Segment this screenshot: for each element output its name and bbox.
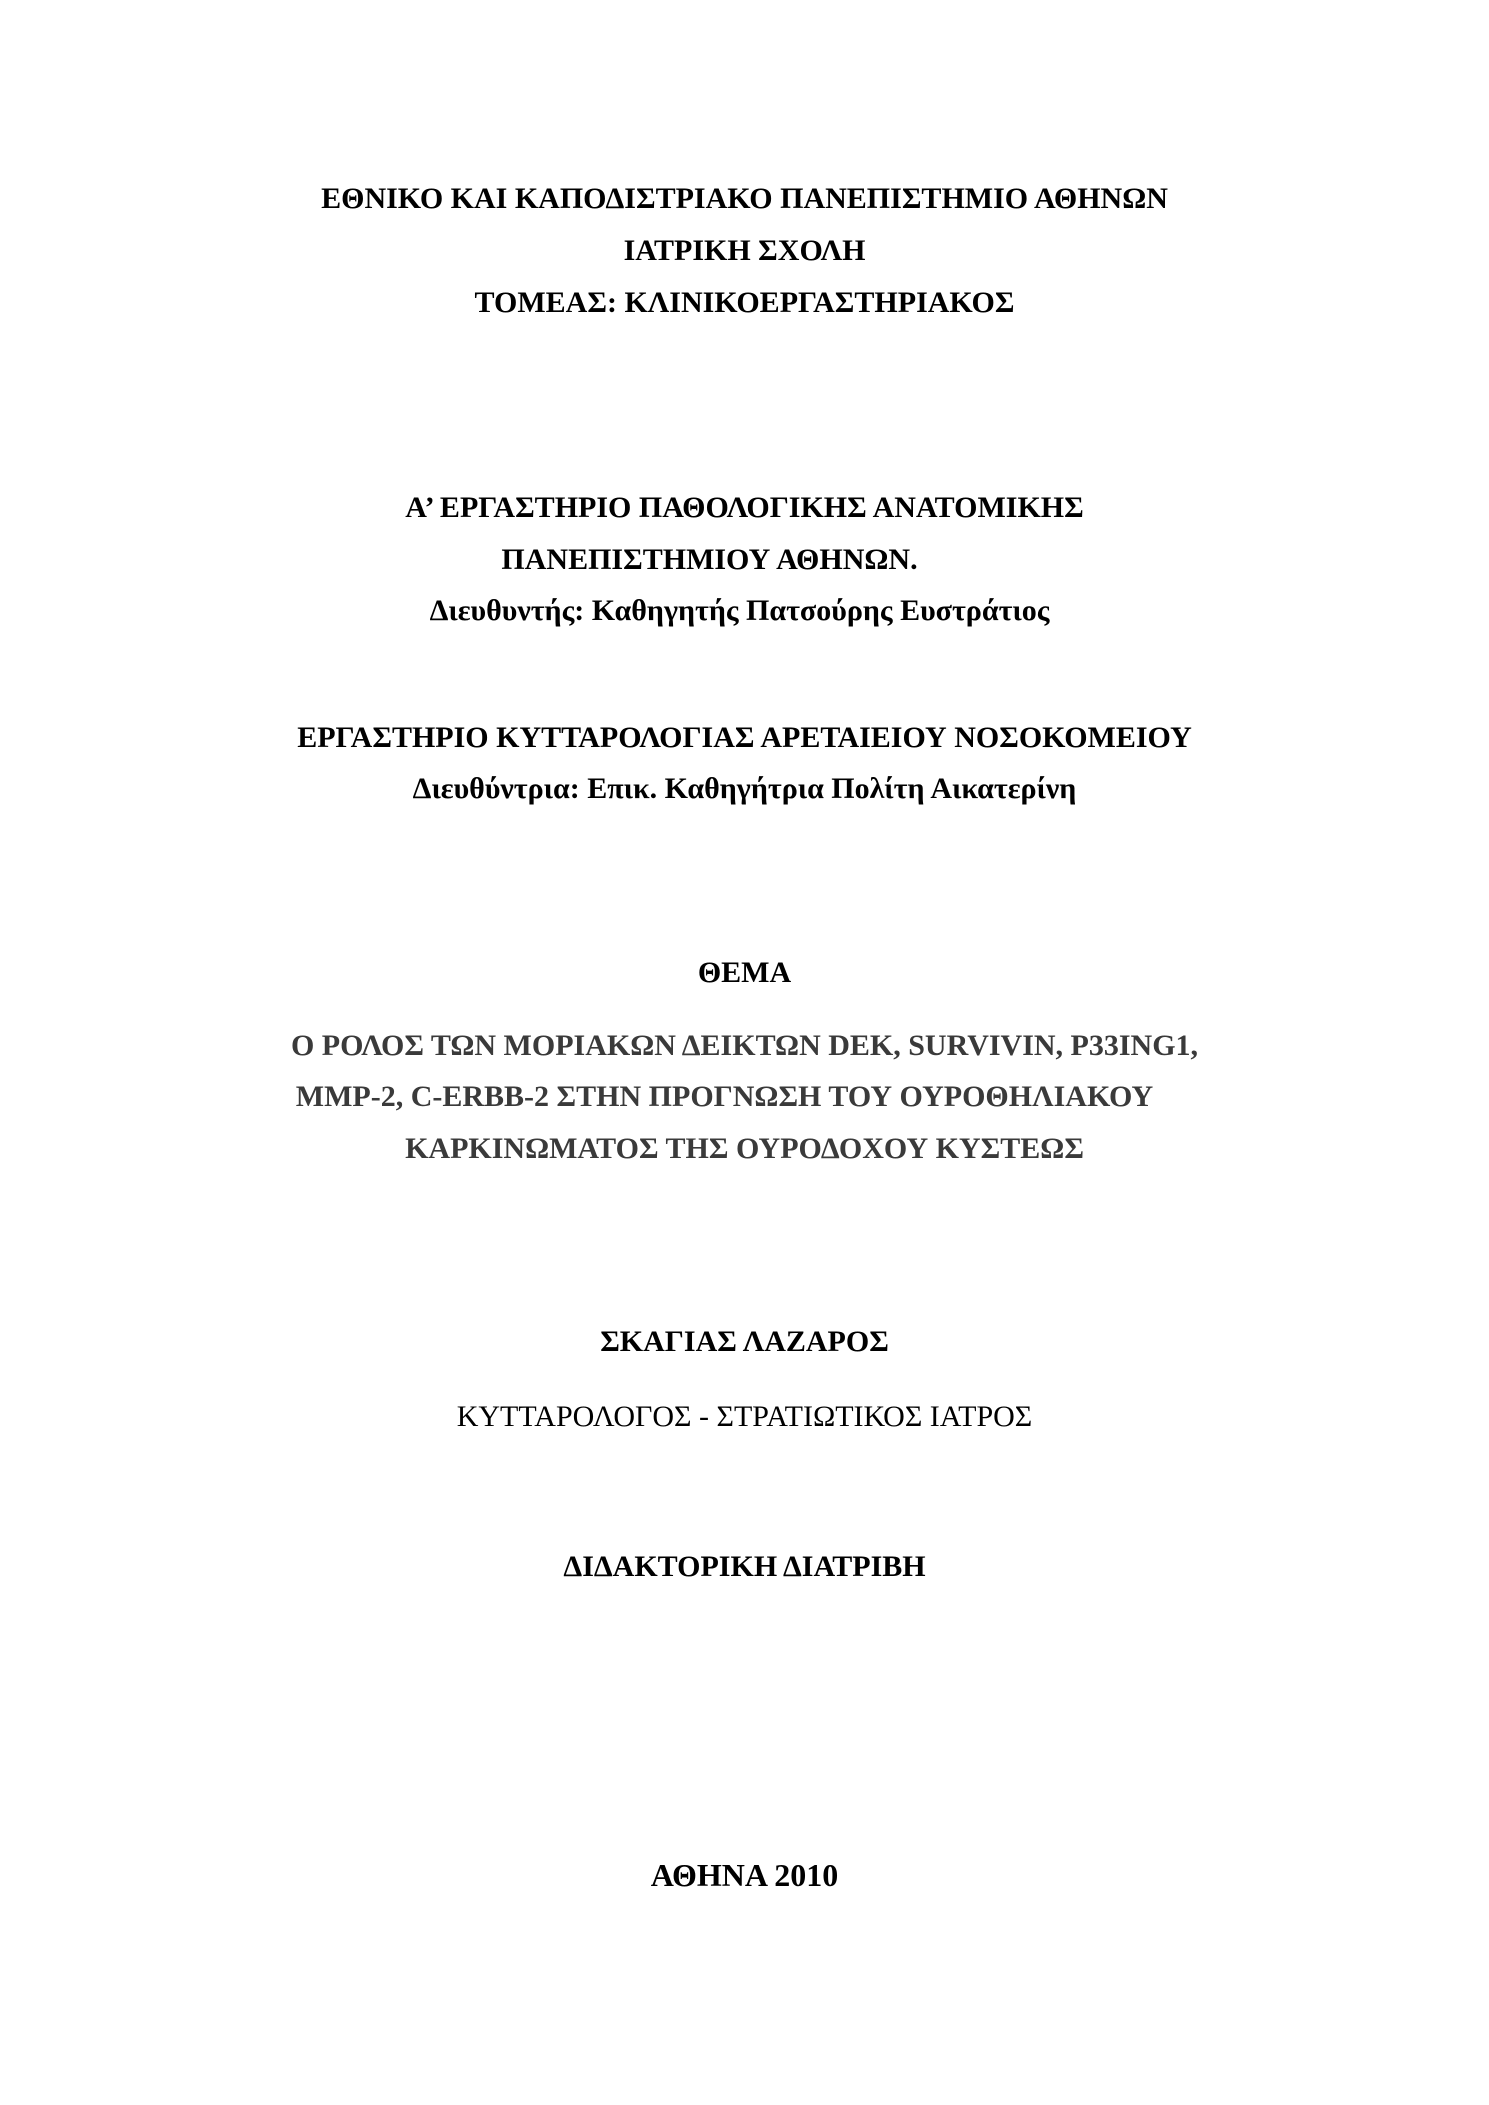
document-type: ΔΙΔΑΚΤΟΡΙΚΗ ΔΙΑΤΡΙΒΗ: [563, 1550, 926, 1583]
topic-title-line-2: MMP-2, C-ERBB-2 ΣΤΗΝ ΠΡΟΓΝΩΣΗ ΤΟΥ ΟΥΡΟΘΗΛΙΑΚΟΥ: [295, 1080, 1154, 1113]
university-name: ΕΘΝΙΚΟ ΚΑΙ ΚΑΠΟΔΙΣΤΡΙΑΚΟ ΠΑΝΕΠΙΣΤΗΜΙΟ ΑΘΗΝΩΝ: [321, 182, 1168, 215]
author-title: ΚΥΤΤΑΡΟΛΟΓΟΣ - ΣΤΡΑΤΙΩΤΙΚΟΣ ΙΑΤΡΟΣ: [456, 1400, 1033, 1433]
department-name: ΤΟΜΕΑΣ: ΚΛΙΝΙΚΟΕΡΓΑΣΤΗΡΙΑΚΟΣ: [474, 286, 1015, 319]
lab2-name: ΕΡΓΑΣΤΗΡΙΟ ΚΥΤΤΑΡΟΛΟΓΙΑΣ ΑΡΕΤΑΙΕΙΟΥ ΝΟΣΟΚΟΜΕΙΟΥ: [297, 721, 1192, 754]
lab1-university: ΠΑΝΕΠΙΣΤΗΜΙΟΥ ΑΘΗΝΩΝ.: [501, 543, 918, 576]
author-name: ΣΚΑΓΙΑΣ ΛΑΖΑΡΟΣ: [600, 1325, 889, 1358]
topic-title-line-1: Ο ΡΟΛΟΣ ΤΩΝ ΜΟΡΙΑΚΩΝ ΔΕΙΚΤΩΝ DEK, SURVIVIN, P33ING1,: [290, 1029, 1199, 1062]
lab2-director: Διευθύντρια: Επικ. Καθηγήτρια Πολίτη Αικατερίνη: [412, 772, 1077, 805]
lab1-name: Α’ ΕΡΓΑΣΤΗΡΙΟ ΠΑΘΟΛΟΓΙΚΗΣ ΑΝΑΤΟΜΙΚΗΣ: [405, 491, 1084, 524]
place-and-year: ΑΘΗΝΑ 2010: [650, 1857, 839, 1893]
topic-title-line-3: ΚΑΡΚΙΝΩΜΑΤΟΣ ΤΗΣ ΟΥΡΟΔΟΧΟΥ ΚΥΣΤΕΩΣ: [405, 1132, 1084, 1165]
topic-heading: ΘΕΜΑ: [697, 956, 792, 989]
lab1-director: Διευθυντής: Καθηγητής Πατσούρης Ευστράτιος: [429, 594, 1050, 627]
school-name: ΙΑΤΡΙΚΗ ΣΧΟΛΗ: [623, 234, 866, 267]
